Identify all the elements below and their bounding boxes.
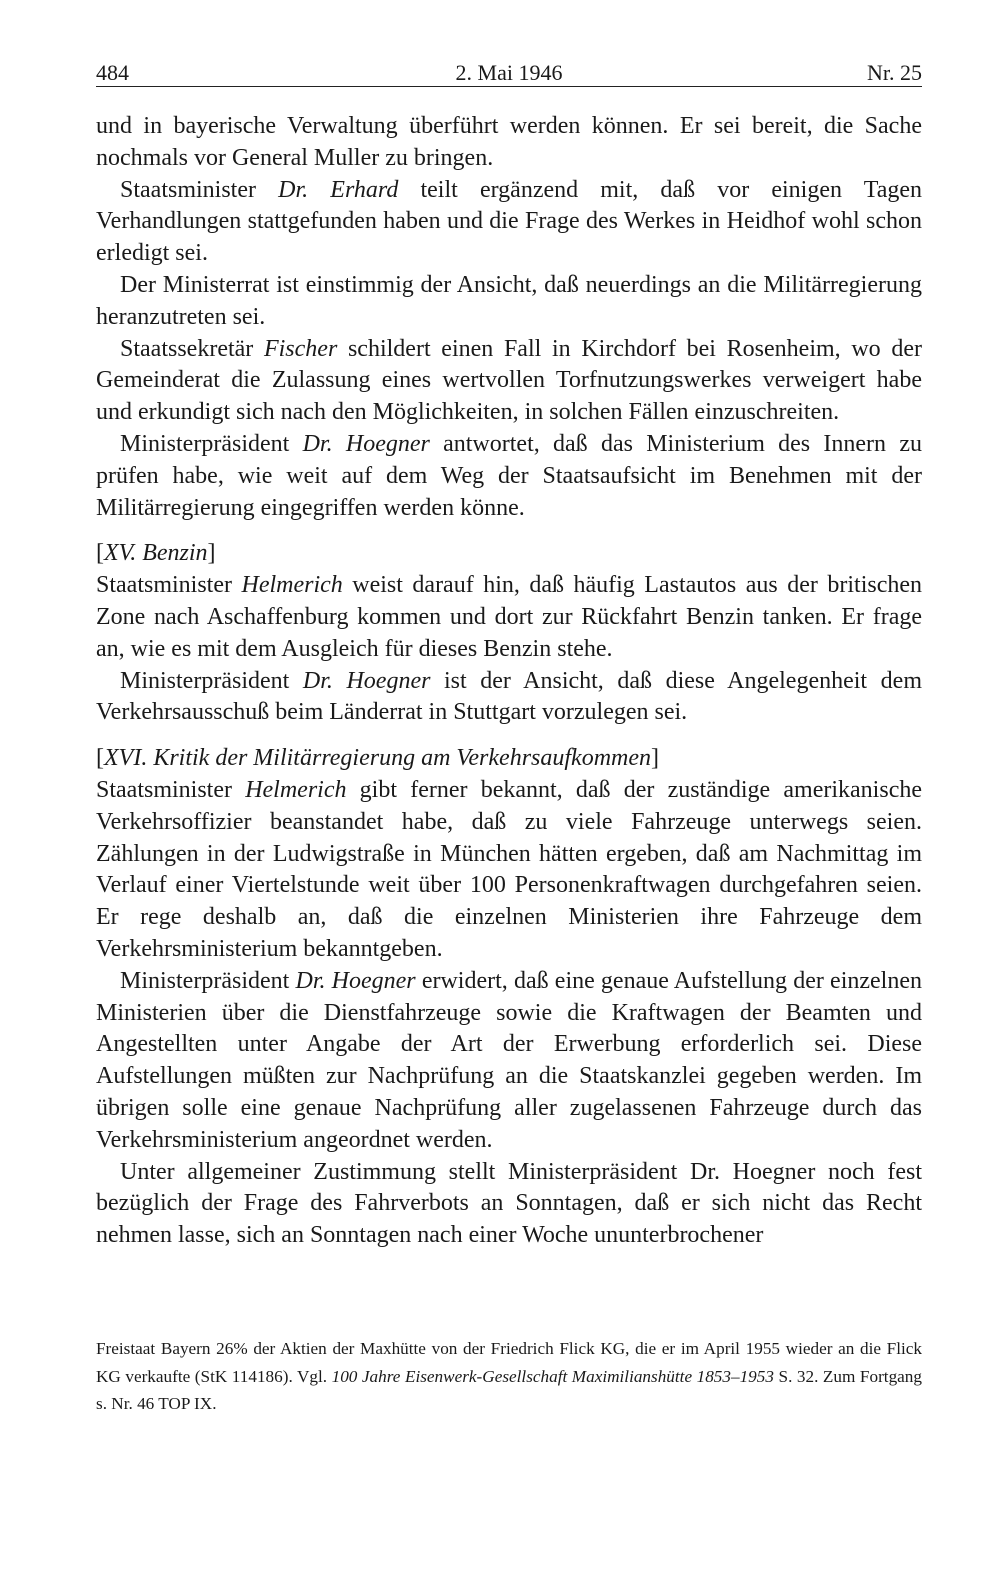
paragraph-text: antwortet, daß das Ministerium des Innern zu prüfen habe, wie weit auf dem Weg der Staatsaufsicht im Benehmen mit der Militärregierung eingegriffen werden könne. — [96, 430, 922, 521]
speaker-role: Staatsminister — [120, 176, 279, 203]
paragraph-text: gibt ferner bekannt, daß der zuständige amerikanische Verkehrsoffizier beanstandet habe, daß zu viele Fahrzeuge unterwegs seien. Zählungen in der Ludwigstraße in München hätten ergeben, daß am Nachmittag im Verlauf einer Viertelstunde weit über 100 Personenkraftwagen durchgefahren seien. Er rege deshalb an, daß die einzelnen Ministerien ihre Fahrzeuge dem Verkehrsministerium bekanntgeben. — [96, 776, 922, 962]
paragraph-text: teilt ergänzend mit, daß vor einigen Tagen Verhandlungen stattgefunden haben und die Frage des Werkes in Heidhof wohl schon erledigt sei. — [96, 176, 923, 267]
speaker-role: Staatsminister — [96, 776, 246, 803]
paragraph-10: Unter allgemeiner Zustimmung stellt Ministerpräsident Dr. Hoegner noch fest bezüglich der Frage des Fahrverbots an Sonntagen, daß er sich nicht das Recht nehmen lasse, sich an Sonntagen nach einer Woche ununterbrochener — [96, 1158, 922, 1249]
speaker-name: Helmerich — [241, 572, 343, 599]
paragraph-2 — [96, 175, 922, 270]
speaker-name: Dr. Hoegner — [302, 430, 430, 457]
document-number: Nr. 25 — [867, 60, 922, 85]
paragraph-9 — [96, 966, 922, 1157]
bracket-open: [ — [96, 745, 104, 772]
paragraph-6 — [96, 570, 922, 665]
page — [96, 52, 922, 1252]
bracket-close: ] — [207, 540, 216, 567]
paragraph-1: und in bayerische Verwaltung überführt werden können. Er sei bereit, die Sache nochmals vor General Muller zu bringen. — [96, 113, 922, 171]
section-title: XVI. Kritik der Militärregierung am Verkehrsaufkommen — [104, 745, 652, 772]
speaker-name: Dr. Hoegner — [295, 967, 416, 994]
paragraph-text: schildert einen Fall in Kirchdorf bei Rosenheim, wo der Gemeinderat die Zulassung eines wertvollen Torfnutzungswerkes verweigert habe und erkundigt sich nach den Möglichkeiten, in solchen Fällen einzuschreiten. — [96, 335, 922, 426]
paragraph-4 — [96, 334, 922, 429]
paragraph-text: ist der Ansicht, daß diese Angelegenheit dem Verkehrsausschuß beim Länderrat in Stuttgart vorzulegen sei. — [96, 667, 922, 726]
paragraph-text: weist darauf hin, daß häufig Lastautos aus der britischen Zone nach Aschaffenburg kommen und dort zur Rückfahrt Benzin tanken. Er frage an, wie es mit dem Ausgleich für dieses Benzin stehe. — [96, 572, 923, 662]
speaker-name: Fischer — [263, 335, 338, 362]
body-text — [96, 111, 922, 1252]
speaker-role: Staatssekretär — [120, 335, 264, 362]
speaker-role: Ministerpräsident — [120, 667, 303, 694]
footnote-text: Freistaat Bayern 26% der Aktien der Maxhütte von der Friedrich Flick KG, die er im April 1955 wieder an die Flick KG verkaufte (StK 114186). Vgl. — [96, 1339, 922, 1386]
speaker-role: Ministerpräsident — [120, 430, 303, 457]
bracket-open: [ — [96, 540, 104, 567]
footnote-source-title: 100 Jahre Eisenwerk-Gesellschaft Maximilianshütte 1853–1953 — [331, 1366, 774, 1386]
footnote — [96, 1335, 922, 1418]
header-date: 2. Mai 1946 — [455, 60, 563, 85]
bracket-close: ] — [651, 745, 660, 772]
paragraph-7 — [96, 666, 922, 730]
footnote-text-end: S. 32. Zum Fortgang s. Nr. 46 TOP IX. — [96, 1366, 922, 1413]
section-heading-xv — [96, 538, 922, 570]
running-head — [96, 52, 922, 87]
speaker-name: Helmerich — [245, 776, 347, 803]
section-title: XV. Benzin — [104, 540, 208, 567]
speaker-role: Ministerpräsident — [120, 967, 296, 994]
paragraph-8 — [96, 775, 922, 966]
page-number: 484 — [96, 60, 129, 85]
speaker-name: Dr. Erhard — [278, 176, 399, 203]
paragraph-3: Der Ministerrat ist einstimmig der Ansicht, daß neuerdings an die Militärregierung heranzutreten sei. — [96, 271, 922, 330]
speaker-name: Dr. Hoegner — [302, 667, 431, 694]
section-heading-xvi — [96, 743, 922, 775]
paragraph-5 — [96, 429, 922, 524]
paragraph-text: erwidert, daß eine genaue Aufstellung der einzelnen Ministerien über die Dienstfahrzeuge sowie die Kraftwagen der Beamten und Angestellten unter Angabe der Art der Erwerbung erforderlich sei. Diese Aufstellungen müßten zur Nachprüfung an die Staatskanzlei gegeben werden. Im übrigen solle eine genaue Nachprüfung aller zugelassenen Fahrzeuge durch das Verkehrsministerium angeordnet werden. — [96, 967, 922, 1153]
speaker-role: Staatsminister — [96, 572, 242, 599]
